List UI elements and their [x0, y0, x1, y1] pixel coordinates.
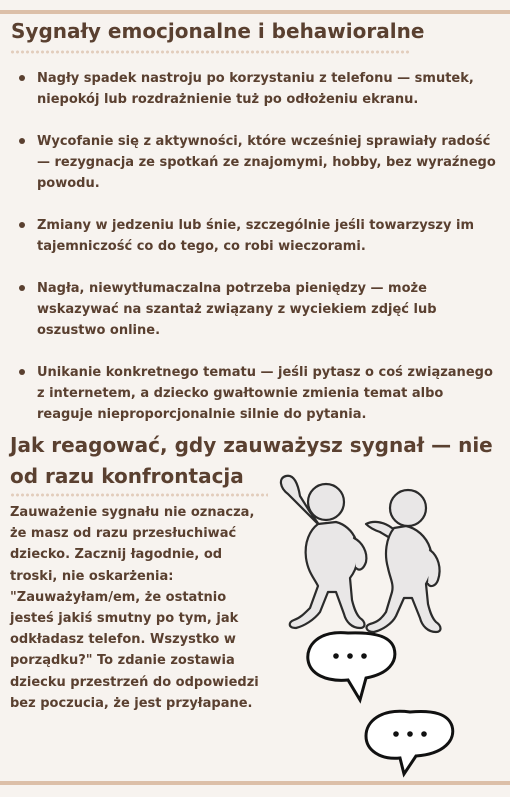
figure-left-icon: [281, 476, 366, 628]
list-item: Unikanie konkretnego tematu — jeśli pytasz o coś związanego z internetem, a dziecko gwałtownie zmienia temat albo reaguje nieproporcjonalnie silnie do pytania.: [19, 362, 499, 425]
list-item: Zmiany w jedzeniu lub śnie, szczególnie jeśli towarzyszy im tajemniczość co do tego, co robi wieczorami.: [19, 215, 499, 257]
bottom-border: [0, 781, 510, 785]
reaction-paragraph: Zauważenie sygnału nie oznacza, że masz od razu przesłuchiwać dziecko. Zacznij łagodnie, od troski, nie oskarżenia: "Zauważyłam/em, że ostatnio jesteś jakiś smutny po tym, jak odkładasz telefon. Wszystko w porządku?" To zdanie zostawia dziecku przestrzeń do odpowiedzi bez poczucia, że jest przyłapane.: [10, 505, 259, 711]
speech-bubble-icon: [308, 633, 395, 700]
two-figures-with-speech-bubbles-illustration: [270, 468, 510, 778]
list-item: Wycofanie się z aktywności, które wcześniej sprawiały radość — rezygnacja ze spotkań ze znajomymi, hobby, bez wyraźnego powodu.: [19, 131, 499, 194]
section-heading-reaction: Jak reagować, gdy zauważysz sygnał — nie od razu konfrontacja: [10, 433, 493, 488]
top-border: [0, 10, 510, 14]
heading-underline: [10, 493, 268, 497]
section-heading-signals: Sygnały emocjonalne i behawioralne: [11, 19, 425, 43]
list-item: Nagły spadek nastroju po korzystaniu z telefonu — smutek, niepokój lub rozdrażnienie tuż po odłożeniu ekranu.: [19, 68, 499, 110]
signals-list: [19, 68, 499, 446]
list-item: Nagła, niewytłumaczalna potrzeba pieniędzy — może wskazywać na szantaż związany z wyciekiem zdjęć lub oszustwo online.: [19, 278, 499, 341]
heading-underline: [10, 50, 410, 54]
figure-right-icon: [366, 490, 441, 632]
speech-bubble-icon: [366, 711, 453, 774]
